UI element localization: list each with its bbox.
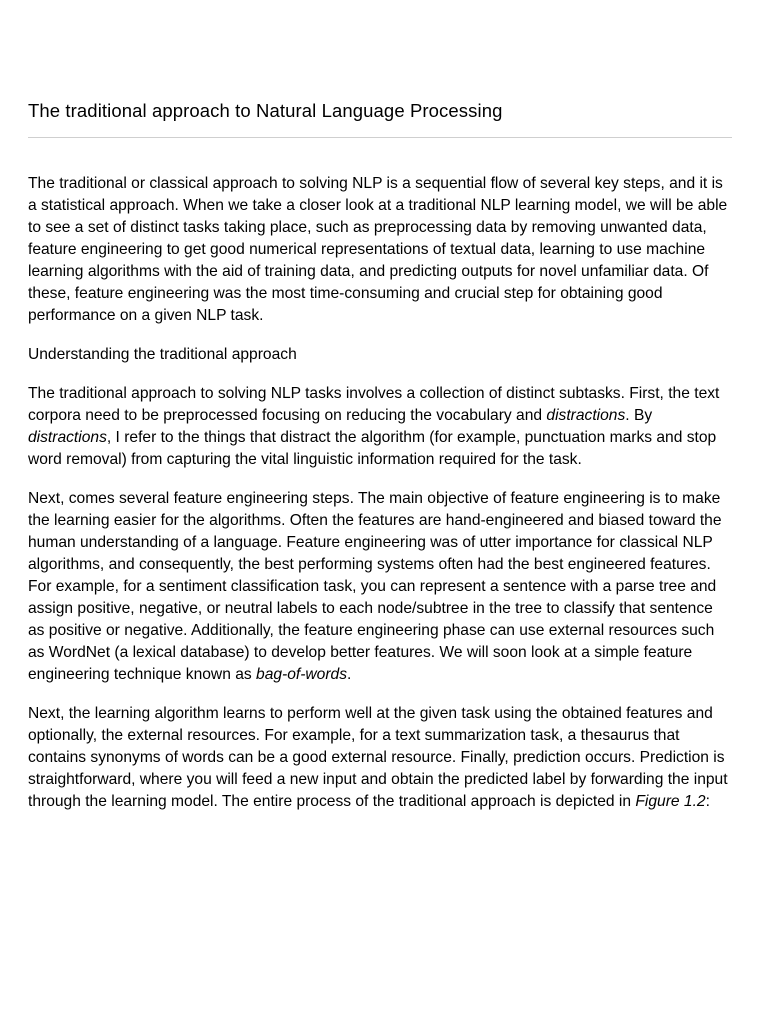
paragraph-text: , I refer to the things that distract the algorithm (for example, punctuation marks and stop word removal) from capturing the vital linguistic information required for the task. [28, 429, 717, 468]
emphasis-term: distractions [28, 429, 107, 446]
paragraph-learning-algorithm [28, 703, 732, 813]
emphasis-term: distractions [546, 407, 626, 424]
paragraph-text: Next, comes several feature engineering steps. The main objective of feature engineering is to make the learning easier for the algorithms. Often the features are hand-engineered and biased toward the human understanding of a language. Feature engineering was of utter importance for classical NLP algorithms, and consequently, the best performing systems often had the best engineered features. For example, for a sentiment classification task, you can represent a sentence with a parse tree and assign positive, negative, or neutral labels to each node/subtree in the tree to classify that sentence as positive or negative. Additionally, the feature engineering phase can use external resources such as WordNet (a lexical database) to develop better features. We will soon look at a simple feature engineering technique known as [28, 490, 722, 683]
paragraph-feature-engineering [28, 488, 732, 686]
paragraph-text: : [705, 793, 710, 810]
paragraph-subtasks [28, 383, 732, 471]
figure-reference: Figure 1.2 [635, 793, 706, 810]
paragraph-text: The traditional approach to solving NLP tasks involves a collection of distinct subtasks. First, the text corpora need to be preprocessed focusing on reducing the vocabulary and [28, 385, 720, 424]
emphasis-term: bag-of-words [256, 666, 348, 683]
paragraph-text: . By [625, 407, 653, 424]
document-page [28, 98, 732, 830]
subsection-heading: Understanding the traditional approach [28, 346, 297, 363]
intro-paragraph: The traditional or classical approach to solving NLP is a sequential flow of several key steps, and it is a statistical approach. When we take a closer look at a traditional NLP learning model, we will be able to see a set of distinct tasks taking place, such as preprocessing data by removing unwanted data, feature engineering to get good numerical representations of textual data, learning to use machine learning algorithms with the aid of training data, and predicting outputs for novel unfamiliar data. Of these, feature engineering was the most time-consuming and crucial step for obtaining good performance on a given NLP task. [28, 175, 728, 324]
paragraph-text: Next, the learning algorithm learns to perform well at the given task using the obtained features and optionally, the external resources. For example, for a text summarization task, a thesaurus that contains synonyms of words can be a good external resource. Finally, prediction occurs. Prediction is straightforward, where you will feed a new input and obtain the predicted label by forwarding the input through the learning model. The entire process of the traditional approach is depicted in [28, 705, 728, 810]
document-body [28, 173, 732, 813]
title-divider [28, 137, 732, 138]
section-title: The traditional approach to Natural Language Processing [28, 100, 503, 121]
paragraph-text: . [347, 666, 352, 683]
